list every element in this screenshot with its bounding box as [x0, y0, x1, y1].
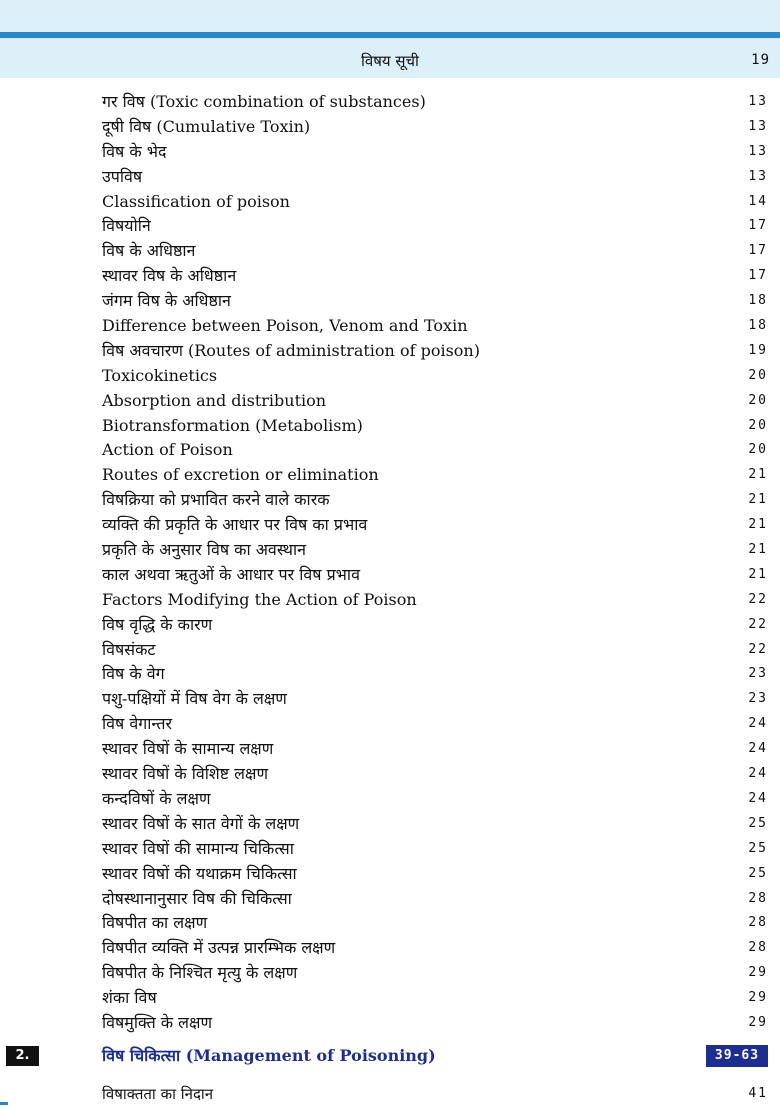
toc-entry-page: 28 — [748, 940, 768, 956]
toc-entry-page: 13 — [748, 168, 768, 184]
chapter-title[interactable]: विष चिकित्सा (Management of Poisoning) — [102, 1046, 436, 1065]
toc-entry-title: Difference between Poison, Venom and Toxin — [102, 316, 468, 336]
toc-entry-title: Action of Poison — [102, 440, 233, 460]
toc-entry-title: विष के अधिष्ठान — [102, 241, 196, 261]
toc-entry-title: विषसंकट — [102, 639, 156, 659]
toc-entry-title: उपविष — [102, 166, 143, 186]
toc-entry[interactable] — [102, 911, 768, 936]
toc-entry[interactable] — [102, 812, 768, 837]
chapter-page-range: 39-63 — [706, 1045, 768, 1067]
toc-entry-title: स्थावर विषों के विशिष्ट लक्षण — [102, 764, 269, 784]
toc-entry-title: विषक्रिया को प्रभावित करने वाले कारक — [102, 490, 330, 510]
toc-entry[interactable] — [102, 662, 768, 687]
toc-entry-title: Classification of poison — [102, 191, 290, 211]
chapter-heading — [0, 1044, 780, 1070]
toc-entry[interactable] — [102, 165, 768, 190]
toc-entry-page: 29 — [748, 1014, 768, 1030]
toc-entry-title: Factors Modifying the Action of Poison — [102, 589, 417, 609]
toc-entry[interactable] — [102, 190, 768, 215]
toc-entry-page: 24 — [748, 766, 768, 782]
toc-entry-page: 19 — [748, 342, 768, 358]
toc-entry[interactable] — [102, 438, 768, 463]
toc-entry-title: स्थावर विषों की सामान्य चिकित्सा — [102, 838, 294, 858]
toc-entry-page: 20 — [748, 367, 768, 383]
page-header — [0, 38, 780, 78]
toc-entry-page: 20 — [748, 392, 768, 408]
toc-entry-page: 28 — [748, 915, 768, 931]
toc-entry-title: विष वेगान्तर — [102, 714, 173, 734]
corner-mark — [0, 1102, 8, 1105]
toc-entry[interactable] — [102, 364, 768, 389]
toc-entry-page: 24 — [748, 716, 768, 732]
toc-entry[interactable] — [102, 613, 768, 638]
toc-entry[interactable] — [102, 563, 768, 588]
toc-entry[interactable] — [102, 339, 768, 364]
toc-entry-title: स्थावर विषों की यथाक्रम चिकित्सा — [102, 863, 297, 883]
toc-entry-page: 21 — [748, 492, 768, 508]
table-of-contents — [102, 90, 768, 1036]
toc-entry[interactable] — [102, 414, 768, 439]
toc-entry-page: 41 — [748, 1086, 768, 1101]
toc-entry-title: शंका विष — [102, 988, 157, 1008]
toc-entry-title: विषपीत व्यक्ति में उत्पन्न प्रारम्भिक लक्षण — [102, 938, 336, 958]
toc-entry-title: व्यक्ति की प्रकृति के आधार पर विष का प्रभाव — [102, 515, 368, 535]
toc-entry-title: विष के वेग — [102, 664, 165, 684]
toc-entry-title: काल अथवा ऋतुओं के आधार पर विष प्रभाव — [102, 564, 360, 584]
toc-entry-page: 17 — [748, 243, 768, 259]
toc-entry-title: Routes of excretion or elimination — [102, 465, 379, 485]
toc-entry-title: विषयोनि — [102, 216, 151, 236]
toc-entry[interactable] — [102, 961, 768, 986]
toc-entry[interactable] — [102, 314, 768, 339]
toc-entry-title: प्रकृति के अनुसार विष का अवस्थान — [102, 540, 306, 560]
toc-entry[interactable] — [102, 936, 768, 961]
toc-entry-title: स्थावर विष के अधिष्ठान — [102, 266, 237, 286]
toc-entry-title: विष वृद्धि के कारण — [102, 614, 213, 634]
toc-entry-title: विषाक्तता का निदान — [102, 1085, 214, 1103]
toc-entry-page: 17 — [748, 218, 768, 234]
toc-entry-title: विष अवचारण (Routes of administration of poison) — [102, 340, 480, 360]
toc-entry[interactable] — [102, 986, 768, 1011]
toc-entry[interactable] — [102, 264, 768, 289]
toc-entry[interactable] — [102, 90, 768, 115]
toc-entry-title: कन्दविषों के लक्षण — [102, 788, 211, 808]
toc-entry[interactable] — [102, 239, 768, 264]
toc-entry-page: 25 — [748, 840, 768, 856]
toc-entry[interactable] — [102, 787, 768, 812]
toc-entry-page: 24 — [748, 790, 768, 806]
page-title: विषय सूची — [361, 52, 419, 70]
toc-entry-page: 28 — [748, 890, 768, 906]
toc-entry-page: 22 — [748, 641, 768, 657]
toc-entry-title: पशु-पक्षियों में विष वेग के लक्षण — [102, 689, 287, 709]
toc-entry-page: 22 — [748, 591, 768, 607]
toc-entry-page: 23 — [748, 691, 768, 707]
toc-entry-page: 13 — [748, 143, 768, 159]
toc-entry-title: विषपीत का लक्षण — [102, 913, 208, 933]
toc-entry[interactable] — [102, 588, 768, 613]
toc-entry[interactable] — [102, 115, 768, 140]
toc-entry[interactable] — [102, 862, 768, 887]
toc-entry-title: दूषी विष (Cumulative Toxin) — [102, 116, 311, 136]
toc-entry[interactable] — [102, 687, 768, 712]
toc-entry[interactable] — [102, 538, 768, 563]
toc-entry[interactable] — [102, 837, 768, 862]
toc-entry-page: 21 — [748, 566, 768, 582]
toc-entry-page: 13 — [748, 118, 768, 134]
toc-entry-page: 21 — [748, 517, 768, 533]
toc-entry-title: Biotransformation (Metabolism) — [102, 415, 363, 435]
toc-entry-page: 20 — [748, 442, 768, 458]
toc-entry[interactable] — [102, 762, 768, 787]
toc-entry-title: जंगम विष के अधिष्ठान — [102, 291, 231, 311]
toc-entry[interactable] — [102, 140, 768, 165]
toc-entry-title: दोषस्थानानुसार विष की चिकित्सा — [102, 888, 292, 908]
toc-entry-page: 25 — [748, 815, 768, 831]
toc-entry[interactable] — [102, 513, 768, 538]
toc-entry[interactable] — [102, 737, 768, 762]
toc-entry[interactable] — [102, 289, 768, 314]
toc-entry-title: स्थावर विषों के सात वेगों के लक्षण — [102, 813, 300, 833]
toc-entry-page: 24 — [748, 741, 768, 757]
toc-entry[interactable] — [102, 1082, 768, 1106]
toc-entry[interactable] — [102, 389, 768, 414]
toc-entry[interactable] — [102, 712, 768, 737]
toc-entry-page: 21 — [748, 467, 768, 483]
toc-entry-page: 13 — [748, 94, 768, 109]
toc-entry-page: 17 — [748, 268, 768, 284]
toc-entry-page: 25 — [748, 865, 768, 881]
toc-entry-title: विष के भेद — [102, 141, 167, 161]
toc-entry-page: 23 — [748, 666, 768, 682]
toc-entry[interactable] — [102, 887, 768, 912]
toc-entry-page: 18 — [748, 293, 768, 309]
header-page-number: 19 — [751, 52, 770, 68]
toc-entry-page: 29 — [748, 990, 768, 1006]
toc-entry-title: विषमुक्ति के लक्षण — [102, 1012, 213, 1032]
toc-entry[interactable] — [102, 488, 768, 513]
toc-entry-page: 18 — [748, 318, 768, 334]
chapter-number: 2. — [6, 1046, 39, 1066]
toc-entry-title: Toxicokinetics — [102, 365, 218, 385]
toc-entry[interactable] — [102, 638, 768, 663]
toc-entry-page: 14 — [748, 193, 768, 209]
toc-entry-page: 20 — [748, 417, 768, 433]
toc-entry-title: विषपीत के निश्चित मृत्यु के लक्षण — [102, 963, 298, 983]
toc-entry[interactable] — [102, 1011, 768, 1036]
toc-entry-page: 21 — [748, 542, 768, 558]
toc-entry-title: Absorption and distribution — [102, 390, 327, 410]
toc-entry-page: 22 — [748, 616, 768, 632]
toc-entry-page: 29 — [748, 965, 768, 981]
toc-entry-title: स्थावर विषों के सामान्य लक्षण — [102, 739, 274, 759]
toc-entry[interactable] — [102, 214, 768, 239]
toc-entry[interactable] — [102, 463, 768, 488]
toc-entry-title: गर विष (Toxic combination of substances) — [102, 92, 426, 111]
